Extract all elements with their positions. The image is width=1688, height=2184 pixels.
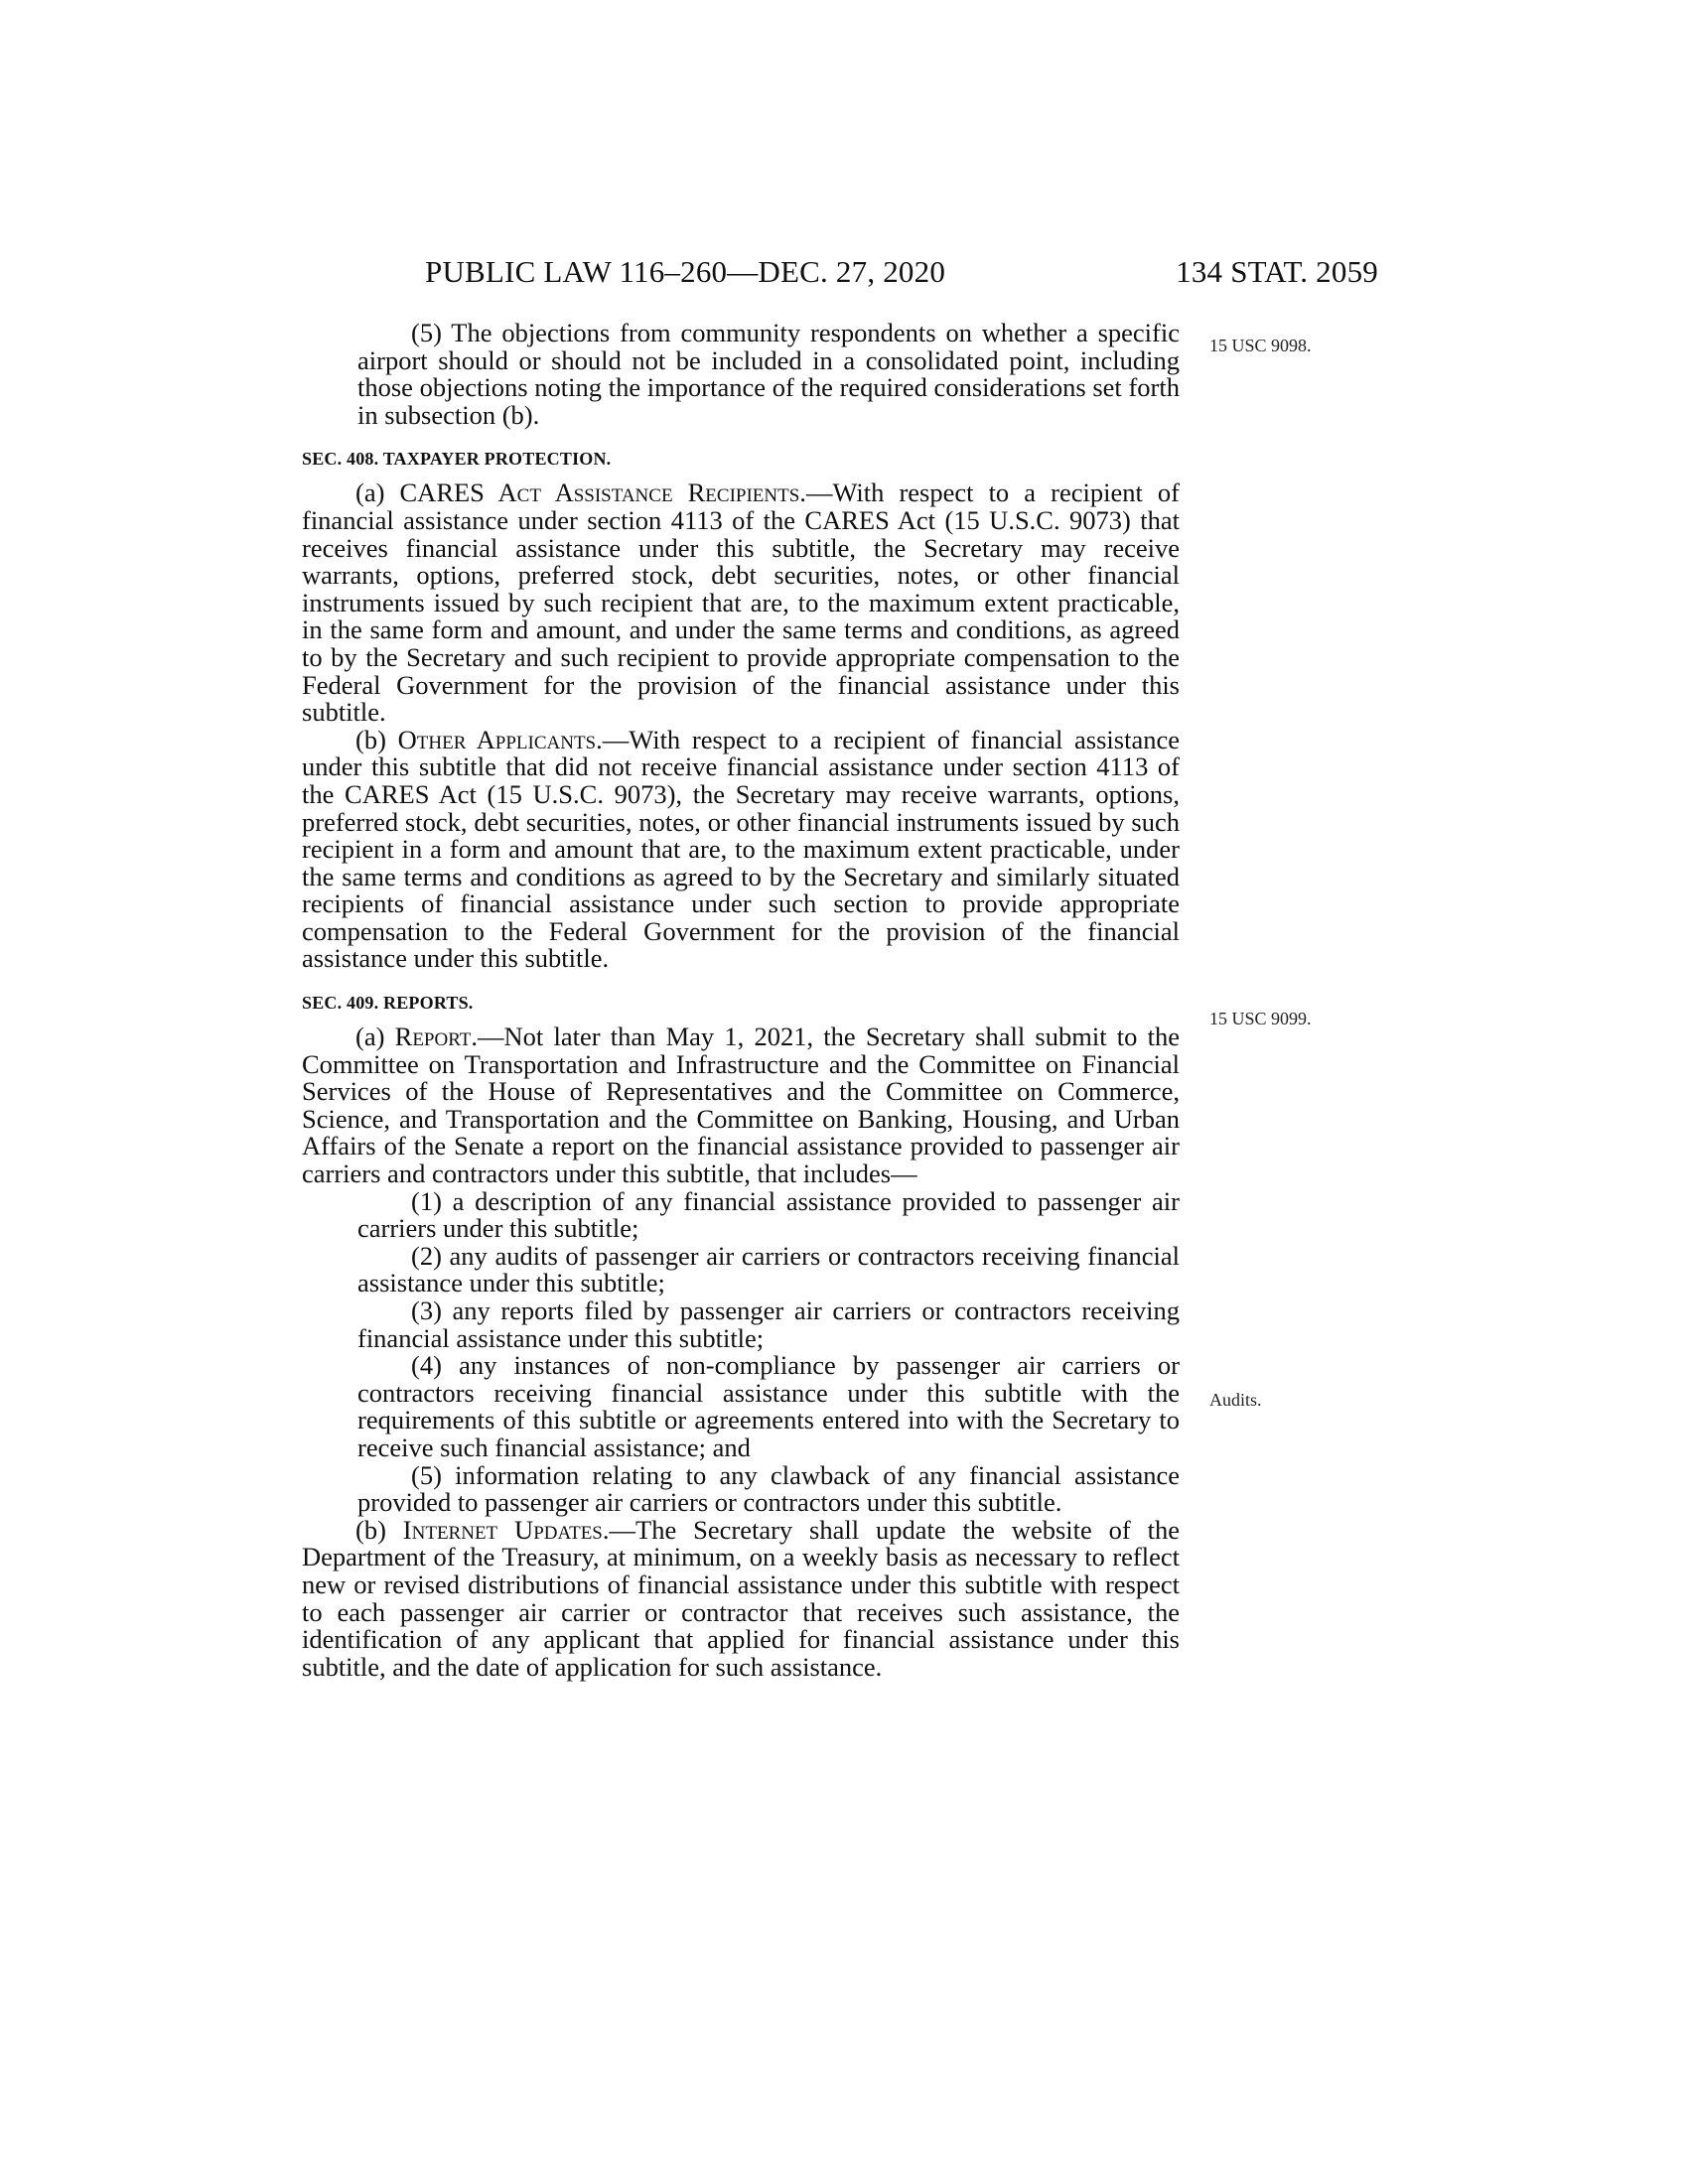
list-item: (2) any audits of passenger air carriers or contractors receiving financial assistance under this subtitle; — [357, 1240, 1180, 1298]
margin-note-sec408: 15 USC 9098. — [1209, 336, 1312, 355]
section-408-subsection-b: (b) Other Applicants.—With respect to a recipient of financial assistance under this subtitle that did not receive financial assistance under section 4113 of the CARES Act (15 U.S.C. 9073), the Secretary may receive warrants, options, preferred stock, debt securities, notes, or other financial instruments issued by such recipient in a form and amount that are, to the maximum extent practicable, under the same terms and conditions as agreed to by the Secretary and similarly situated recipients of financial assistance under such section to provide appropriate compensation to the Federal Government for the provision of the financial assistance under this subtitle. — [302, 724, 1181, 974]
document-body — [302, 320, 1180, 1681]
section-409-subsection-a: (a) Report.—Not later than May 1, 2021, the Secretary shall submit to the Committee on Transportation and Infrastructure and the Committee on Financial Services of the House of Representatives and the Committee on Commerce, Science, and Transportation and the Committee on Banking, Housing, and Urban Affairs of the Senate a report on the financial assistance provided to passenger air carriers and contractors under this subtitle, that includes— — [302, 1022, 1180, 1189]
margin-note-sec409: 15 USC 9099. — [1209, 1009, 1312, 1028]
section-409-heading: SEC. 409. REPORTS. — [302, 993, 474, 1014]
list-item: (4) any instances of non-compliance by passenger air carriers or contractors receiving financial assistance under this subtitle with the requirements of this subtitle or agreements entered into with the Secretary to receive such financial assistance; and — [357, 1350, 1180, 1462]
section-408-subsection-a: (a) CARES Act Assistance Recipients.—With respect to a recipient of financial assistance under section 4113 of the CARES Act (15 U.S.C. 9073) that receives financial assistance under this subtitle, the Secretary may receive warrants, options, preferred stock, debt securities, notes, or other financial instruments issued by such recipient that are, to the maximum extent practicable, in the same form and amount, and under the same terms and conditions, as agreed to by the Secretary and such recipient to provide appropriate compensation to the Federal Government for the provision of the financial assistance under this subtitle. — [302, 478, 1180, 728]
stat-page-number: 134 STAT. 2059 — [1176, 254, 1378, 289]
page-header — [425, 254, 1378, 294]
subsection-caption: CARES Act Assistance Recipients. — [399, 478, 806, 508]
list-item: (3) any reports filed by passenger air carriers or contractors receiving financial assistance under this subtitle; — [357, 1296, 1180, 1353]
subsection-caption: Internet Updates. — [402, 1514, 610, 1545]
section-409-subsection-b: (b) Internet Updates.—The Secretary shall update the website of the Department of the Treasury, at minimum, on a weekly basis as necessary to reflect new or revised distributions of financial assistance under this subtitle with respect to each passenger air carrier or contractor that receives such assistance, the identification of any applicant that applied for financial assistance under this subtitle, and the date of application for such assistance. — [302, 1514, 1180, 1682]
list-item: (5) information relating to any clawback of any financial assistance provided to passenger air carriers or contractors under this subtitle. — [357, 1459, 1180, 1518]
paragraph-item-5-top: (5) The objections from community respondents on whether a specific airport should or should not be included in a consolidated point, including those objections noting the importance of the required considerations set forth in subsection (b). — [357, 318, 1180, 430]
list-item: (1) a description of any financial assistance provided to passenger air carriers under this subtitle; — [357, 1185, 1180, 1244]
margin-note-audits: Audits. — [1209, 1390, 1262, 1410]
subsection-caption: Report. — [394, 1022, 478, 1052]
section-408-heading: SEC. 408. TAXPAYER PROTECTION. — [302, 449, 612, 470]
subsection-caption: Other Applicants. — [397, 724, 603, 754]
running-title: PUBLIC LAW 116–260—DEC. 27, 2020 — [425, 254, 946, 289]
